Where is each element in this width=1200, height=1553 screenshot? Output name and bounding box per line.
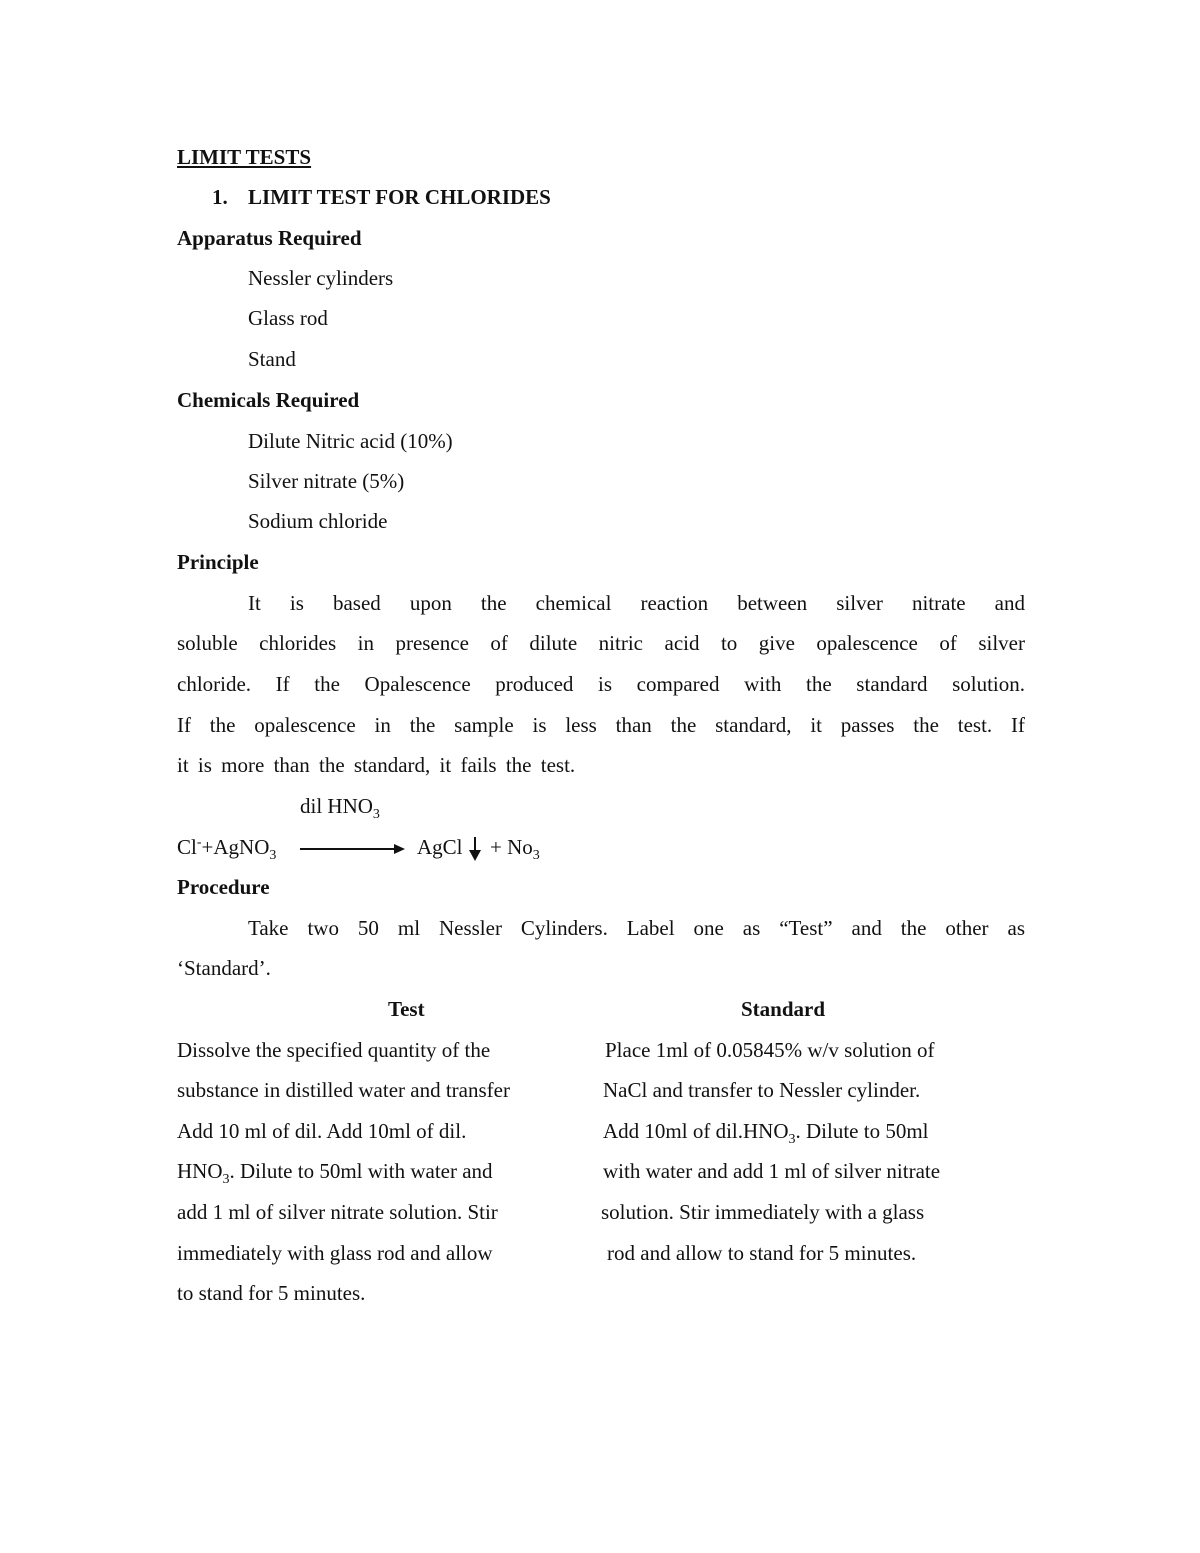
principle-line: it is more than the standard, it fails the test. — [177, 753, 576, 777]
principle-heading: Principle — [177, 550, 259, 574]
standard-column-heading: Standard — [741, 997, 826, 1021]
reaction-condition: dil $HNO_3$ — [300, 794, 380, 823]
principle-line: chloride. If the Opalescence produced is compared with the standard solution. — [177, 672, 1025, 696]
test-line: immediately with glass rod and allow — [177, 1241, 493, 1265]
test-line: add 1 ml of silver nitrate solution. Stir — [177, 1200, 498, 1224]
standard-line: Place 1ml of 0.05845% w/v solution of — [605, 1038, 935, 1062]
standard-line: solution. Stir immediately with a glass — [601, 1200, 925, 1224]
section-heading: LIMIT TEST FOR CHLORIDES — [248, 185, 551, 209]
chemical-item: Silver nitrate (5%) — [248, 469, 405, 493]
apparatus-item: Glass rod — [248, 306, 328, 330]
procedure-line: ‘Standard’. — [177, 956, 271, 980]
apparatus-item: Stand — [248, 347, 296, 371]
test-column-heading: Test — [388, 997, 425, 1021]
reaction-arrow-icon — [300, 843, 405, 855]
test-line: $HNO_3$. Dilute to 50ml with water and — [177, 1159, 493, 1188]
section-number: 1. — [212, 185, 228, 209]
standard-line: NaCl and transfer to Nessler cylinder. — [603, 1078, 921, 1102]
procedure-heading: Procedure — [177, 875, 270, 899]
test-line: Add 10 ml of dil. Add 10ml of dil. — [177, 1119, 467, 1143]
apparatus-item: Nessler cylinders — [248, 266, 394, 290]
standard-line: rod and allow to stand for 5 minutes. — [607, 1241, 917, 1265]
test-line: Dissolve the specified quantity of the — [177, 1038, 491, 1062]
procedure-line: Take two 50 ml Nessler Cylinders. Label one as “Test” and the other as — [248, 916, 1025, 940]
standard-line: Add 10ml of $dil.HNO_3$. Dilute to 50ml — [603, 1119, 929, 1148]
chemicals-heading: Chemicals Required — [177, 388, 360, 412]
principle-line: soluble chlorides in presence of dilute nitric acid to give opalescence of silver — [177, 631, 1025, 655]
apparatus-heading: Apparatus Required — [177, 226, 362, 250]
reaction-product-no3: + $No_3$ — [490, 835, 540, 864]
page-title: LIMIT TESTS — [177, 145, 312, 169]
precipitate-down-arrow-icon — [468, 837, 482, 861]
reaction-product-agcl: AgCl — [417, 835, 463, 859]
reaction-reactants: Cl-+AgNO$_3$ — [177, 835, 277, 864]
principle-line: It is based upon the chemical reaction between silver nitrate and — [248, 591, 1025, 615]
test-line: to stand for 5 minutes. — [177, 1281, 366, 1305]
chemical-item: Dilute Nitric acid (10%) — [248, 429, 453, 453]
standard-line: with water and add 1 ml of silver nitrate — [603, 1159, 941, 1183]
principle-line: If the opalescence in the sample is less than the standard, it passes the test. If — [177, 713, 1025, 737]
test-line: substance in distilled water and transfer — [177, 1078, 510, 1102]
chemical-item: Sodium chloride — [248, 509, 388, 533]
